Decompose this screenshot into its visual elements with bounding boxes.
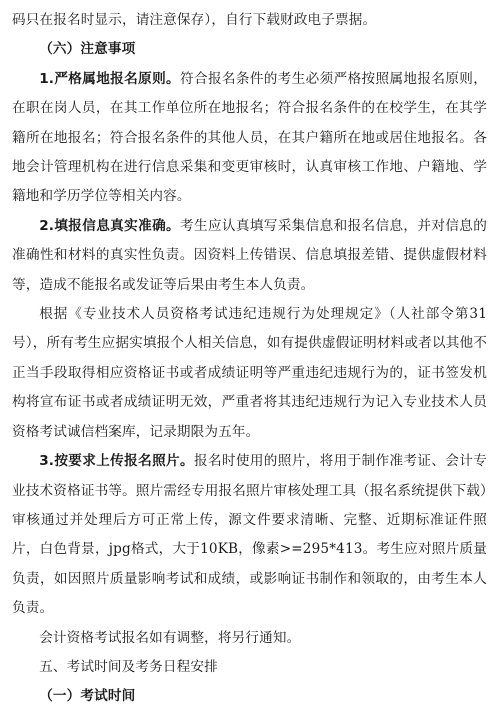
item-3-title: 3.按要求上传报名照片。	[39, 453, 194, 470]
item-3-body: 报名时使用的照片，将用于制作准考证、会计专业技术资格证书等。照片需经专用报名照片审核处理工具（报名系统提供下载）审核通过并处理后方可正常上传，源文件要求清晰、完整、近期标准证件照片，白色背景，jpg格式，大于10KB，像素>=295*413。考生应对照片质量负责，如因照片质量影响考试和成绩，或影响证书制作和领取的，由考生本人负责。	[12, 453, 488, 617]
item-1-body: 符合报名条件的考生必须严格按照属地报名原则，在职在岗人员，在其工作单位所在地报名；符合报名条件的在校学生，在其学籍所在地报名；符合报名条件的其他人员，在其户籍所在地或居住地报名。各地会计管理机构在进行信息采集和变更审核时，认真审核工作地、户籍地、学籍地和学历学位等相关内容。	[12, 70, 487, 205]
heading-exam-time: （一）考试时间	[39, 688, 136, 705]
paragraph-item-2	[12, 212, 487, 300]
paragraph-regulation: 根据《专业技术人员资格考试违纪违规行为处理规定》（人社部令第31号），所有考生应据实填报个人相关信息，如有提供虚假证明材料或者以其他不正当手段取得相应资格证书或者成绩证明等严重违纪违规行为的，证书签发机构将宣布证书或者成绩证明无效，严重者将其违纪违规行为记入专业技术人员资格考试诚信档案库，记录期限为五年。	[12, 306, 487, 440]
item-2-title: 2.填报信息真实准确。	[39, 217, 181, 234]
paragraph-receipt-note: 码只在报名时显示，请注意保存），自行下载财政电子票据。	[12, 12, 377, 28]
heading-section-5: 五、考试时间及考务日程安排	[39, 658, 218, 675]
heading-notes: （六）注意事项	[39, 41, 136, 58]
paragraph-adjustment-notice: 会计资格考试报名如有调整，将另行通知。	[39, 629, 301, 646]
item-2-body: 考生应认真填写采集信息和报名信息，并对信息的准确性和材料的真实性负责。因资料上传错误、信息填报差错、提供虚假材料等，造成不能报名或发证等后果由考生本人负责。	[12, 217, 487, 293]
document-page	[12, 6, 487, 712]
paragraph-item-1	[12, 65, 487, 212]
paragraph-item-3	[12, 447, 487, 623]
item-1-title: 1.严格属地报名原则。	[39, 70, 181, 87]
